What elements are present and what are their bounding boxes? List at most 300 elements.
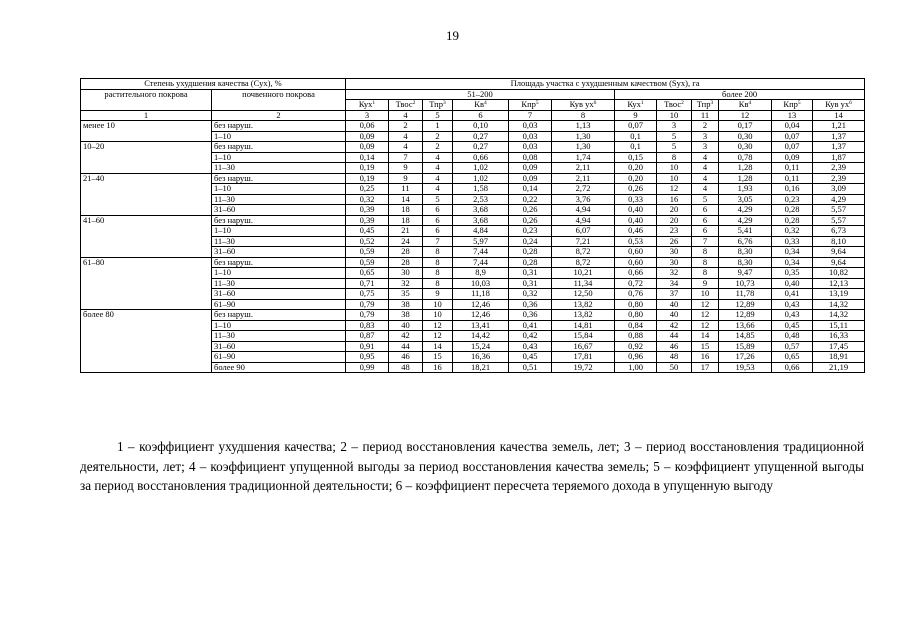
table-cell: 9 bbox=[389, 173, 423, 184]
table-cell: 40 bbox=[389, 320, 423, 331]
table-cell: 9 bbox=[389, 163, 423, 174]
table-cell: 12,46 bbox=[453, 299, 509, 310]
table-cell: 14,85 bbox=[719, 331, 772, 342]
table-cell: 0,84 bbox=[615, 320, 657, 331]
table-cell: 2 bbox=[423, 142, 453, 153]
table-cell: 17,81 bbox=[552, 352, 615, 363]
table-cell: 2,39 bbox=[813, 173, 865, 184]
vegetation-degradation bbox=[81, 278, 212, 289]
table-cell: 34 bbox=[657, 278, 692, 289]
vegetation-degradation: 21–40 bbox=[81, 173, 212, 184]
table-cell: 40 bbox=[657, 299, 692, 310]
table-cell: 8 bbox=[657, 152, 692, 163]
table-cell: 0,07 bbox=[615, 121, 657, 132]
table-cell: 0,83 bbox=[346, 320, 389, 331]
table-cell: 8,72 bbox=[552, 247, 615, 258]
column-header: $Кв^4$ bbox=[719, 100, 772, 111]
table-cell: 0,41 bbox=[772, 289, 813, 300]
page-number: 19 bbox=[446, 28, 459, 43]
column-header: Кух$^1$ bbox=[615, 100, 657, 111]
table-cell: 0,09 bbox=[509, 173, 552, 184]
table-cell: 0,71 bbox=[346, 278, 389, 289]
column-header: Кув $ух^6$ bbox=[552, 100, 615, 111]
column-header: $Кв^4$ bbox=[453, 100, 509, 111]
table-row bbox=[81, 152, 865, 163]
table-cell: 46 bbox=[389, 352, 423, 363]
table-cell: 3 bbox=[692, 142, 719, 153]
table-cell: 0,26 bbox=[615, 184, 657, 195]
table-cell: 7,44 bbox=[453, 257, 509, 268]
table-cell: 5,41 bbox=[719, 226, 772, 237]
table-cell: 4,84 bbox=[453, 226, 509, 237]
table-cell: 4 bbox=[389, 131, 423, 142]
vegetation-degradation bbox=[81, 236, 212, 247]
table-cell: 7 bbox=[423, 236, 453, 247]
column-number: 7 bbox=[509, 110, 552, 121]
table-cell: 15 bbox=[692, 341, 719, 352]
table-cell: 0,31 bbox=[509, 278, 552, 289]
table-cell: 28 bbox=[389, 247, 423, 258]
table-cell: 12 bbox=[657, 184, 692, 195]
table-cell: 4 bbox=[389, 142, 423, 153]
table-row bbox=[81, 173, 865, 184]
table-cell: 0,43 bbox=[772, 299, 813, 310]
column-number: 9 bbox=[615, 110, 657, 121]
table-cell: 0,52 bbox=[346, 236, 389, 247]
table-row bbox=[81, 226, 865, 237]
header-group-over-200: более 200 bbox=[615, 89, 865, 100]
table-cell: 9,64 bbox=[813, 257, 865, 268]
column-number: 1 bbox=[81, 110, 212, 121]
table-cell: 18,91 bbox=[813, 352, 865, 363]
table-cell: 5 bbox=[692, 194, 719, 205]
table-cell: 8,10 bbox=[813, 236, 865, 247]
table-cell: 32 bbox=[657, 268, 692, 279]
table-row bbox=[81, 331, 865, 342]
table-cell: 5,57 bbox=[813, 205, 865, 216]
table-cell: 12 bbox=[692, 320, 719, 331]
table-cell: 48 bbox=[389, 362, 423, 373]
table-cell: 12 bbox=[692, 310, 719, 321]
table-cell: 2 bbox=[423, 131, 453, 142]
soil-degradation: 1–10 bbox=[212, 320, 346, 331]
table-cell: 0,1 bbox=[615, 131, 657, 142]
soil-degradation: 61–90 bbox=[212, 352, 346, 363]
table-cell: 10 bbox=[692, 289, 719, 300]
table-cell: 0,39 bbox=[346, 215, 389, 226]
table-cell: 6 bbox=[423, 215, 453, 226]
table-cell: 9 bbox=[692, 278, 719, 289]
header-degradation: Степень ухудшения качества (Сух), % bbox=[81, 79, 346, 90]
table-cell: 2 bbox=[692, 121, 719, 132]
column-number: 3 bbox=[346, 110, 389, 121]
table-cell: 6,76 bbox=[719, 236, 772, 247]
table-cell: 0,48 bbox=[772, 331, 813, 342]
table-cell: 6 bbox=[692, 205, 719, 216]
soil-degradation: 11–30 bbox=[212, 278, 346, 289]
table-cell: 11,18 bbox=[453, 289, 509, 300]
table-cell: 0,75 bbox=[346, 289, 389, 300]
table-cell: 8 bbox=[423, 278, 453, 289]
table-cell: 10,73 bbox=[719, 278, 772, 289]
table-cell: 48 bbox=[657, 352, 692, 363]
table-cell: 0,72 bbox=[615, 278, 657, 289]
table-row bbox=[81, 268, 865, 279]
table-cell: 14,81 bbox=[552, 320, 615, 331]
table-row bbox=[81, 299, 865, 310]
table-cell: 0,99 bbox=[346, 362, 389, 373]
table-row bbox=[81, 352, 865, 363]
table-cell: 0,46 bbox=[615, 226, 657, 237]
table-cell: 14,32 bbox=[813, 299, 865, 310]
table-cell: 0,45 bbox=[772, 320, 813, 331]
column-header: Твос$^2$ bbox=[389, 100, 423, 111]
table-cell: 4 bbox=[692, 163, 719, 174]
table-cell: 0,43 bbox=[772, 310, 813, 321]
table-cell: 1,00 bbox=[615, 362, 657, 373]
soil-degradation: 11–30 bbox=[212, 236, 346, 247]
table-cell: 0,65 bbox=[772, 352, 813, 363]
soil-degradation: без наруш. bbox=[212, 173, 346, 184]
footnote: 1 – коэффициент ухудшения качества; 2 – период восстановления качества земель, лет; 3 – период восстановления традиционной деятельности, лет; 4 – коэффициент упущенной выгоды за период восстановления качества земель; 5 – коэффициент упущенной выгоды за период восстановления традиционной деятельности; 6 – коэффициент пересчета теряемого дохода в упущенную выгоду bbox=[80, 439, 864, 493]
table-cell: 30 bbox=[657, 247, 692, 258]
column-header: Твос$^2$ bbox=[657, 100, 692, 111]
table-cell: 0,66 bbox=[772, 362, 813, 373]
table-cell: 15,89 bbox=[719, 341, 772, 352]
table-cell: 8,30 bbox=[719, 247, 772, 258]
table-cell: 16,36 bbox=[453, 352, 509, 363]
table-cell: 4 bbox=[423, 184, 453, 195]
table-cell: 0,14 bbox=[509, 184, 552, 195]
table-cell: 13,66 bbox=[719, 320, 772, 331]
table-cell: 38 bbox=[389, 310, 423, 321]
table-cell: 17,45 bbox=[813, 341, 865, 352]
table-cell: 5 bbox=[657, 131, 692, 142]
table-cell: 0,09 bbox=[346, 131, 389, 142]
table-cell: 14 bbox=[423, 341, 453, 352]
table-cell: 8 bbox=[692, 268, 719, 279]
table-cell: 9,64 bbox=[813, 247, 865, 258]
table-cell: 26 bbox=[657, 236, 692, 247]
soil-degradation: 1–10 bbox=[212, 268, 346, 279]
table-cell: 12,13 bbox=[813, 278, 865, 289]
table-cell: 44 bbox=[657, 331, 692, 342]
table-cell: 14,42 bbox=[453, 331, 509, 342]
table-cell: 0,03 bbox=[509, 131, 552, 142]
table-cell: 6 bbox=[692, 226, 719, 237]
vegetation-degradation bbox=[81, 163, 212, 174]
table-cell: 8 bbox=[423, 268, 453, 279]
table-cell: 10,03 bbox=[453, 278, 509, 289]
vegetation-degradation bbox=[81, 289, 212, 300]
table-cell: 0,66 bbox=[615, 268, 657, 279]
column-number: 13 bbox=[772, 110, 813, 121]
table-cell: 8 bbox=[423, 247, 453, 258]
table-cell: 0,87 bbox=[346, 331, 389, 342]
header-group-51-200: 51–200 bbox=[346, 89, 615, 100]
table-cell: 3 bbox=[692, 131, 719, 142]
table-cell: 0,24 bbox=[509, 236, 552, 247]
table-row bbox=[81, 362, 865, 373]
table-cell: 3,09 bbox=[813, 184, 865, 195]
table-cell: 0,27 bbox=[453, 131, 509, 142]
table-cell: 4 bbox=[423, 163, 453, 174]
table-row bbox=[81, 247, 865, 258]
table-cell: 18 bbox=[389, 205, 423, 216]
table-cell: 8 bbox=[423, 257, 453, 268]
vegetation-degradation bbox=[81, 205, 212, 216]
table-row bbox=[81, 163, 865, 174]
vegetation-degradation bbox=[81, 341, 212, 352]
table-cell: 16 bbox=[692, 352, 719, 363]
table-cell: 20 bbox=[657, 215, 692, 226]
table-cell: 7 bbox=[692, 236, 719, 247]
column-number: 10 bbox=[657, 110, 692, 121]
table-cell: 0,45 bbox=[509, 352, 552, 363]
table-cell: 13,82 bbox=[552, 310, 615, 321]
vegetation-degradation bbox=[81, 152, 212, 163]
table-cell: 0,33 bbox=[615, 194, 657, 205]
table-cell: 1,37 bbox=[813, 142, 865, 153]
vegetation-degradation bbox=[81, 194, 212, 205]
table-cell: 2 bbox=[389, 121, 423, 132]
table-cell: 0,53 bbox=[615, 236, 657, 247]
table-cell: 42 bbox=[389, 331, 423, 342]
table-cell: 8 bbox=[692, 247, 719, 258]
table-row bbox=[81, 194, 865, 205]
table-cell: 0,26 bbox=[509, 215, 552, 226]
table-cell: 12 bbox=[692, 299, 719, 310]
vegetation-degradation bbox=[81, 299, 212, 310]
column-header: Тпр$^3$ bbox=[423, 100, 453, 111]
table-cell: 2,53 bbox=[453, 194, 509, 205]
table-cell: 0,03 bbox=[509, 142, 552, 153]
table-cell: 7 bbox=[389, 152, 423, 163]
table-cell: 0,60 bbox=[615, 247, 657, 258]
column-number: 12 bbox=[719, 110, 772, 121]
table-cell: 0,31 bbox=[509, 268, 552, 279]
table-cell: 0,30 bbox=[719, 142, 772, 153]
table-cell: 1,02 bbox=[453, 163, 509, 174]
table-cell: 1,37 bbox=[813, 131, 865, 142]
table-cell: 1,30 bbox=[552, 131, 615, 142]
table-cell: 10 bbox=[657, 163, 692, 174]
table-cell: 0,20 bbox=[615, 173, 657, 184]
table-row bbox=[81, 320, 865, 331]
column-header: Кув $ух^6$ bbox=[813, 100, 865, 111]
table-cell: 0,88 bbox=[615, 331, 657, 342]
table-cell: 4 bbox=[692, 184, 719, 195]
vegetation-degradation bbox=[81, 352, 212, 363]
table-cell: 5,97 bbox=[453, 236, 509, 247]
table-cell: 0,17 bbox=[719, 121, 772, 132]
table-cell: 0,79 bbox=[346, 310, 389, 321]
table-cell: 18 bbox=[389, 215, 423, 226]
table-cell: 0,07 bbox=[772, 142, 813, 153]
table-cell: 1,21 bbox=[813, 121, 865, 132]
table-cell: 1,02 bbox=[453, 173, 509, 184]
table-cell: 4,29 bbox=[813, 194, 865, 205]
table-cell: 0,36 bbox=[509, 310, 552, 321]
table-cell: 24 bbox=[389, 236, 423, 247]
table-cell: 0,03 bbox=[509, 121, 552, 132]
table-cell: 50 bbox=[657, 362, 692, 373]
table-cell: 8,72 bbox=[552, 257, 615, 268]
table-cell: 0,04 bbox=[772, 121, 813, 132]
table-cell: 0,80 bbox=[615, 299, 657, 310]
table-cell: 0,30 bbox=[719, 131, 772, 142]
table-cell: 10 bbox=[423, 299, 453, 310]
table-cell: 0,40 bbox=[615, 205, 657, 216]
table-cell: 0,92 bbox=[615, 341, 657, 352]
table-cell: 0,34 bbox=[772, 257, 813, 268]
table-cell: 46 bbox=[657, 341, 692, 352]
table-cell: 4,94 bbox=[552, 215, 615, 226]
table-cell: 0,19 bbox=[346, 163, 389, 174]
soil-degradation: 1–10 bbox=[212, 152, 346, 163]
table-cell: 0,14 bbox=[346, 152, 389, 163]
soil-degradation: без наруш. bbox=[212, 215, 346, 226]
table-cell: 0,25 bbox=[346, 184, 389, 195]
vegetation-degradation: менее 10 bbox=[81, 121, 212, 132]
table-cell: 4,94 bbox=[552, 205, 615, 216]
soil-degradation: 31–60 bbox=[212, 205, 346, 216]
table-cell: 14,32 bbox=[813, 310, 865, 321]
table-cell: 0,43 bbox=[509, 341, 552, 352]
table-cell: 12,89 bbox=[719, 310, 772, 321]
table-row bbox=[81, 236, 865, 247]
table-cell: 3,68 bbox=[453, 205, 509, 216]
soil-degradation: 31–60 bbox=[212, 247, 346, 258]
quality-coefficients-table bbox=[80, 78, 865, 373]
table-row bbox=[81, 142, 865, 153]
table-cell: 16 bbox=[657, 194, 692, 205]
table-cell: 0,41 bbox=[509, 320, 552, 331]
table-row bbox=[81, 131, 865, 142]
soil-degradation: 31–60 bbox=[212, 341, 346, 352]
table-cell: 6 bbox=[423, 226, 453, 237]
table-cell: 0,1 bbox=[615, 142, 657, 153]
table-cell: 4 bbox=[423, 152, 453, 163]
soil-degradation: без наруш. bbox=[212, 310, 346, 321]
table-cell: 20 bbox=[657, 205, 692, 216]
table-cell: 38 bbox=[389, 299, 423, 310]
vegetation-degradation bbox=[81, 131, 212, 142]
vegetation-degradation bbox=[81, 268, 212, 279]
table-cell: 12,46 bbox=[453, 310, 509, 321]
table-cell: 7,44 bbox=[453, 247, 509, 258]
table-cell: 40 bbox=[657, 310, 692, 321]
table-cell: 3,05 bbox=[719, 194, 772, 205]
table-cell: 10 bbox=[423, 310, 453, 321]
table-cell: 30 bbox=[657, 257, 692, 268]
table-cell: 4 bbox=[423, 173, 453, 184]
table-cell: 30 bbox=[389, 268, 423, 279]
table-cell: 7,21 bbox=[552, 236, 615, 247]
soil-degradation: 1–10 bbox=[212, 226, 346, 237]
column-number: 5 bbox=[423, 110, 453, 121]
table-cell: 18,21 bbox=[453, 362, 509, 373]
vegetation-degradation: 10–20 bbox=[81, 142, 212, 153]
table-cell: 0,26 bbox=[509, 205, 552, 216]
table-row bbox=[81, 289, 865, 300]
table-cell: 2,11 bbox=[552, 163, 615, 174]
table-row bbox=[81, 215, 865, 226]
table-cell: 0,57 bbox=[772, 341, 813, 352]
table-cell: 23 bbox=[657, 226, 692, 237]
vegetation-degradation bbox=[81, 331, 212, 342]
column-number: 2 bbox=[212, 110, 346, 121]
table-cell: 0,35 bbox=[772, 268, 813, 279]
soil-degradation: 11–30 bbox=[212, 194, 346, 205]
table-cell: 0,36 bbox=[509, 299, 552, 310]
table-cell: 5 bbox=[423, 194, 453, 205]
table-cell: 15,24 bbox=[453, 341, 509, 352]
table-cell: 0,11 bbox=[772, 163, 813, 174]
table-cell: 35 bbox=[389, 289, 423, 300]
table-cell: 32 bbox=[389, 278, 423, 289]
table-cell: 1,74 bbox=[552, 152, 615, 163]
table-cell: 0,20 bbox=[615, 163, 657, 174]
table-cell: 0,66 bbox=[453, 152, 509, 163]
table-cell: 6,07 bbox=[552, 226, 615, 237]
soil-degradation: 31–60 bbox=[212, 289, 346, 300]
table-cell: 0,09 bbox=[509, 163, 552, 174]
table-cell: 0,59 bbox=[346, 247, 389, 258]
table-cell: 0,23 bbox=[509, 226, 552, 237]
vegetation-degradation bbox=[81, 247, 212, 258]
table-cell: 0,08 bbox=[509, 152, 552, 163]
table-cell: 10,82 bbox=[813, 268, 865, 279]
header-soil: почвенного покрова bbox=[212, 89, 346, 110]
table-cell: 13,82 bbox=[552, 299, 615, 310]
table-row bbox=[81, 341, 865, 352]
table-cell: 0,60 bbox=[615, 257, 657, 268]
table-cell: 15 bbox=[423, 352, 453, 363]
table-cell: 9,47 bbox=[719, 268, 772, 279]
table-cell: 11,34 bbox=[552, 278, 615, 289]
table-cell: 11 bbox=[389, 184, 423, 195]
table-cell: 0,96 bbox=[615, 352, 657, 363]
column-number: 6 bbox=[453, 110, 509, 121]
soil-degradation: без наруш. bbox=[212, 121, 346, 132]
table-cell: 0,23 bbox=[772, 194, 813, 205]
table-cell: 1,28 bbox=[719, 173, 772, 184]
table-cell: 16 bbox=[423, 362, 453, 373]
table-cell: 0,33 bbox=[772, 236, 813, 247]
vegetation-degradation: более 80 bbox=[81, 310, 212, 321]
soil-degradation: без наруш. bbox=[212, 142, 346, 153]
table-cell: 5 bbox=[657, 142, 692, 153]
table-row bbox=[81, 257, 865, 268]
table-cell: 11,78 bbox=[719, 289, 772, 300]
column-header: Тпр$^3$ bbox=[692, 100, 719, 111]
table-cell: 0,32 bbox=[509, 289, 552, 300]
table-cell: 13,41 bbox=[453, 320, 509, 331]
table-cell: 10,21 bbox=[552, 268, 615, 279]
soil-degradation: 11–30 bbox=[212, 163, 346, 174]
table-cell: 0,59 bbox=[346, 257, 389, 268]
table-cell: 10 bbox=[657, 173, 692, 184]
table-cell: 0,07 bbox=[772, 131, 813, 142]
table-cell: 0,27 bbox=[453, 142, 509, 153]
table-cell: 0,40 bbox=[772, 278, 813, 289]
table-cell: 6 bbox=[692, 215, 719, 226]
soil-degradation: 1–10 bbox=[212, 131, 346, 142]
table-cell: 1,93 bbox=[719, 184, 772, 195]
table-cell: 17,26 bbox=[719, 352, 772, 363]
table-cell: 0,28 bbox=[772, 205, 813, 216]
